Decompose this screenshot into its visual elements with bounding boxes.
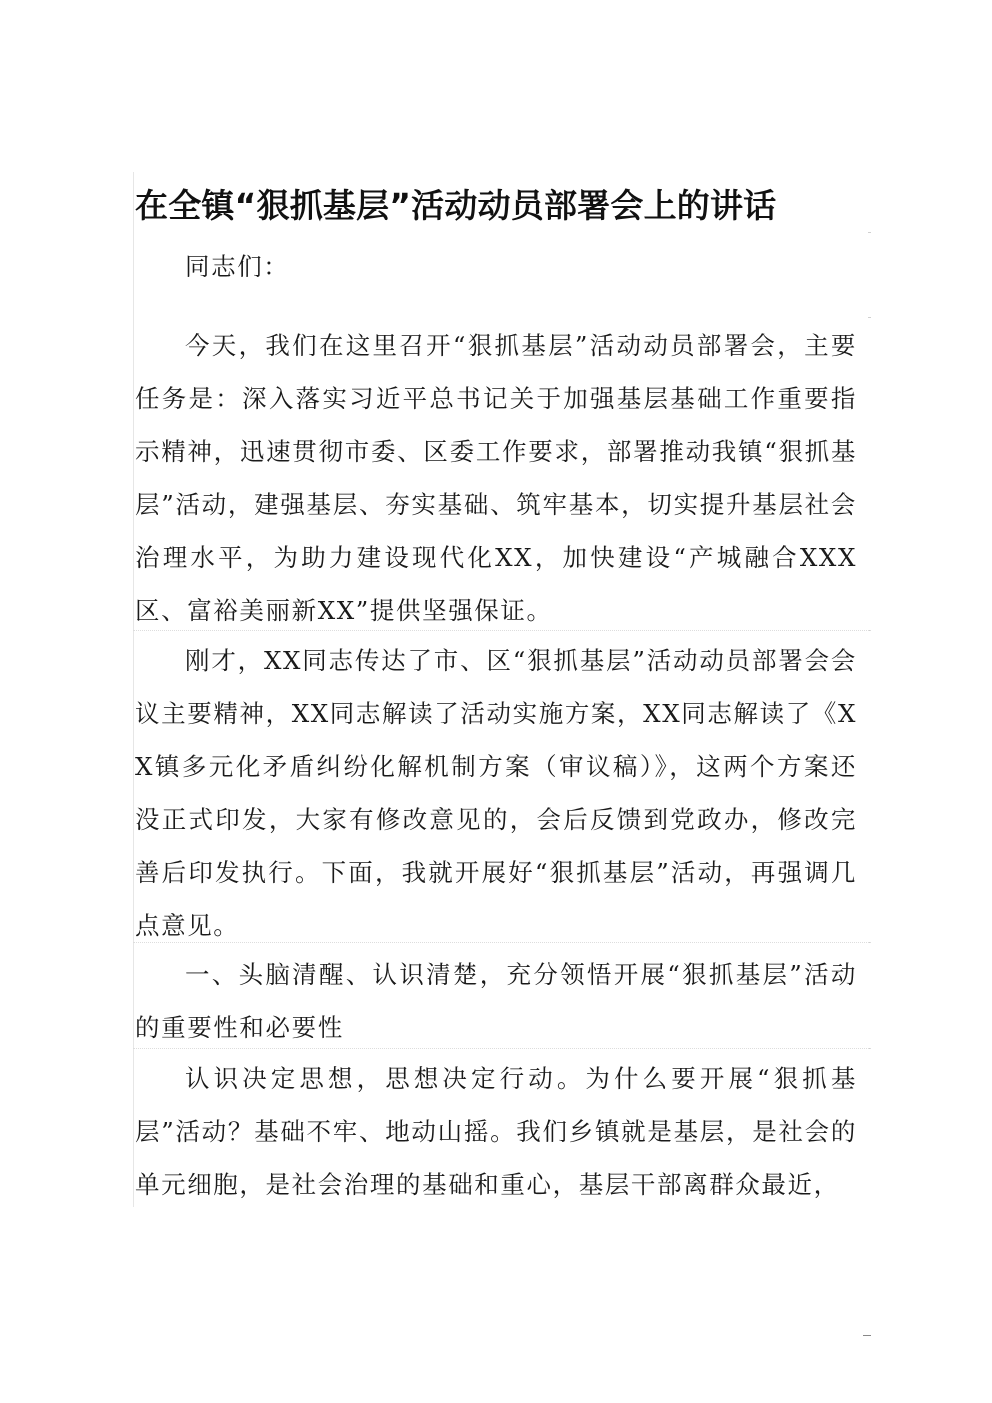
paragraph-review: 刚才，XX同志传达了市、区“狠抓基层”活动动员部署会会议主要精神，XX同志解读了活动实施方案，XX同志解读了《XX镇多元化矛盾纠纷化解机制方案（审议稿）》，这两个方案还没正式印发，大家有修改意见的，会后反馈到党政办，修改完善后印发执行。下面，我就开展好“狠抓基层”活动，再强调几点意见。 [135, 646, 857, 940]
left-margin-line [133, 172, 134, 1207]
document-title: 在全镇“狠抓基层”活动动员部署会上的讲话 [135, 186, 777, 225]
section-heading-1: 一、头脑清醒、认识清楚，充分领悟开展“狠抓基层”活动的重要性和必要性 [135, 960, 857, 1042]
salutation: 同志们： [185, 252, 290, 281]
margin-tick [868, 232, 871, 233]
paragraph-separator [133, 630, 871, 631]
paragraph-intro: 今天，我们在这里召开“狠抓基层”活动动员部署会，主要任务是：深入落实习近平总书记关于加强基层基础工作重要指示精神，迅速贯彻市委、区委工作要求，部署推动我镇“狠抓基层”活动，建强基层、夯实基础、筑牢基本，切实提升基层社会治理水平，为助力建设现代化XX，加快建设“产城融合XXX区、富裕美丽新XX”提供坚强保证。 [135, 331, 857, 625]
document-page [133, 172, 871, 1207]
margin-tick [868, 317, 871, 318]
paragraph-section-1: 认识决定思想，思想决定行动。为什么要开展“狠抓基层”活动？基础不牢、地动山摇。我们乡镇就是基层，是社会的单元细胞，是社会治理的基础和重心，基层干部离群众最近， [135, 1064, 857, 1199]
paragraph-separator [133, 1048, 871, 1049]
page-corner-mark [863, 1335, 871, 1336]
paragraph-separator [133, 942, 871, 943]
